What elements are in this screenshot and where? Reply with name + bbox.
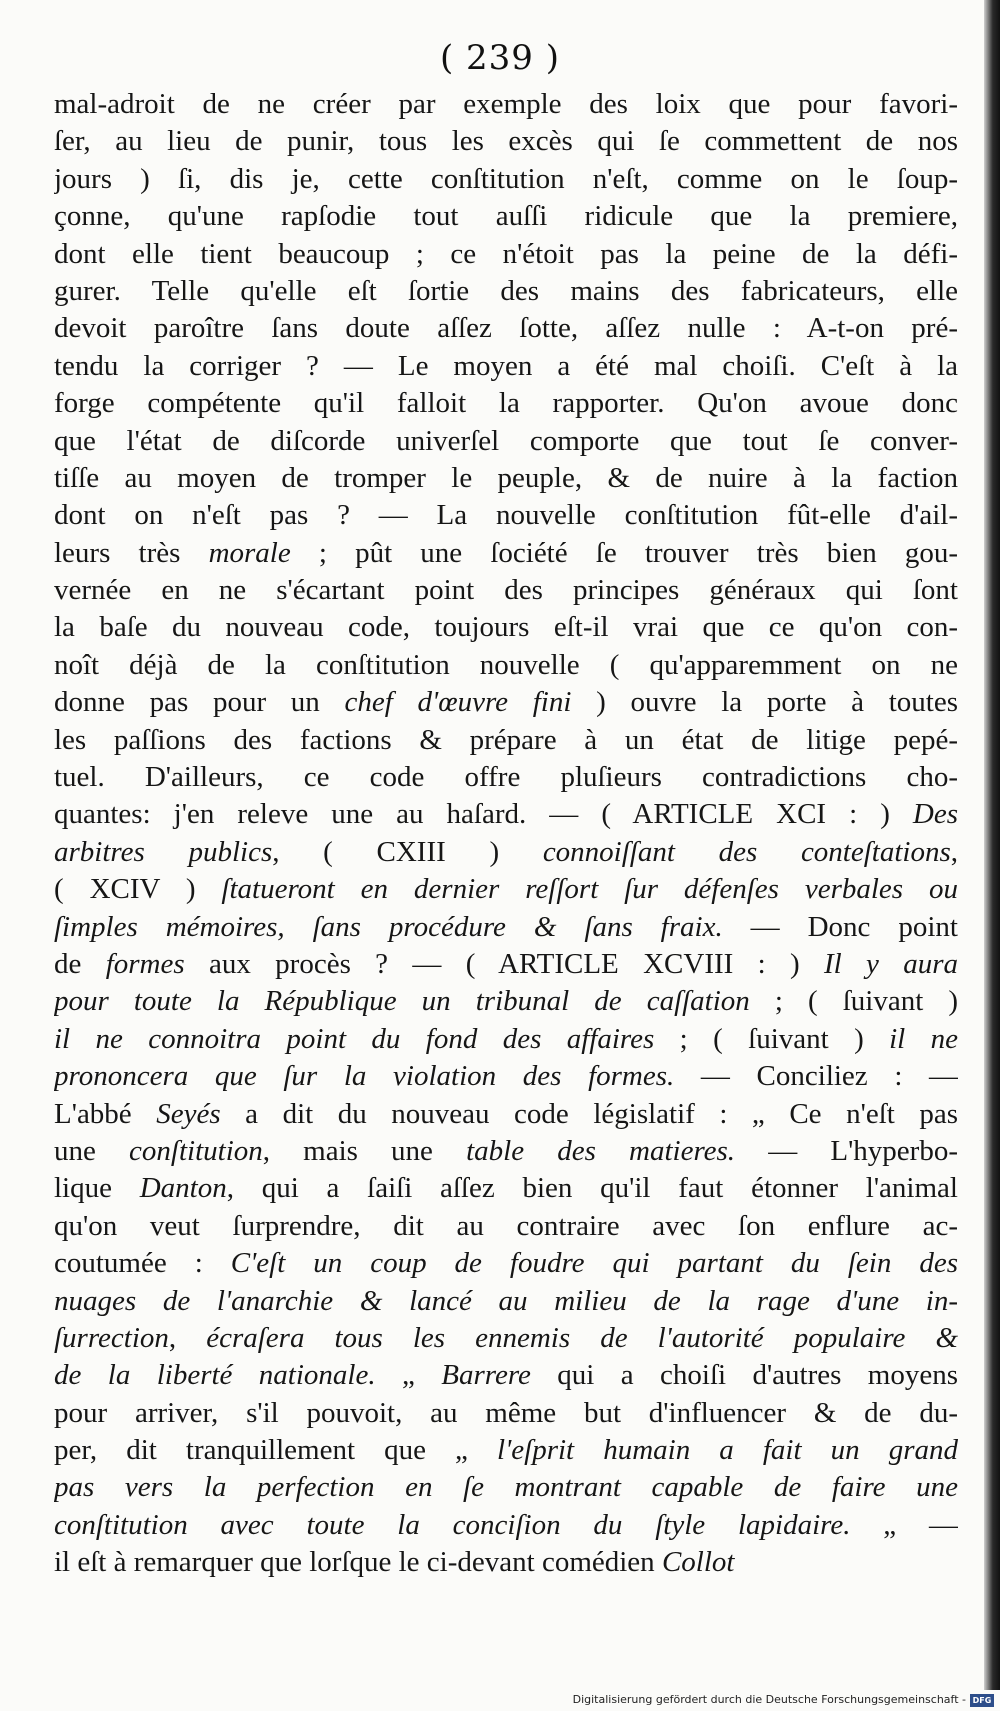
text-line (54, 123, 958, 160)
scan-edge (984, 0, 1000, 1690)
text-segment: , ( CXIII ) (272, 835, 543, 868)
italic-text: nuages de l'anarchie & lancé au milieu de la rage d'une in- (54, 1284, 958, 1317)
text-line (54, 572, 958, 609)
italic-text: ſimples mémoires, ſans procédure & ſans fraix. (54, 910, 723, 943)
footer-credit: Digitalisierung gefördert durch die Deutsche Forschungsgemeinschaft - (572, 1693, 966, 1706)
text-line (54, 946, 958, 983)
text-segment: , (950, 835, 958, 868)
text-line (54, 1283, 958, 1320)
text-segment: une (54, 1134, 130, 1167)
text-segment: çonne, qu'une rapſodie tout auſſi ridicule que la premiere, (54, 200, 958, 233)
italic-text: prononcera que ſur la violation des formes. (54, 1060, 675, 1093)
italic-text: Barrere (441, 1359, 531, 1392)
text-line (54, 796, 958, 833)
italic-text: connoiſſant des conteſtations (542, 835, 951, 868)
text-line (54, 759, 958, 796)
text-line (54, 310, 958, 347)
text-segment: L'abbé (54, 1097, 157, 1130)
text-line (54, 684, 958, 721)
text-line (54, 1357, 958, 1394)
text-segment: devoit paroître ſans doute aſſez ſotte, aſſez nulle : A-t-on pré- (54, 312, 958, 345)
text-segment: leurs très (54, 536, 209, 569)
text-line (54, 1058, 958, 1095)
italic-text: Danton (139, 1172, 227, 1205)
italic-text: écraſera tous les ennemis de l'autorité populaire & (206, 1321, 958, 1354)
text-segment: „ — (850, 1508, 958, 1541)
text-line (54, 871, 958, 908)
text-segment: , (168, 1321, 207, 1354)
text-segment: ; ( ſuivant ) (654, 1022, 890, 1055)
text-segment: — Donc point (722, 910, 958, 943)
text-segment: forge compétente qu'il falloit la rapporter. Qu'on avoue donc (54, 387, 958, 420)
text-segment: tuel. D'ailleurs, ce code offre pluſieurs contradictions cho- (54, 761, 958, 794)
text-segment: ; ( ſuivant ) (749, 985, 958, 1018)
text-segment: coutumée : (54, 1247, 231, 1280)
italic-text: de la liberté nationale. (54, 1359, 376, 1392)
dfg-logo: DFG (970, 1694, 994, 1707)
text-line (54, 1320, 958, 1357)
text-segment: ) ouvre la porte à toutes (571, 686, 958, 719)
italic-text: Collot (661, 1546, 735, 1579)
text-line (54, 1096, 958, 1133)
italic-text: ſurrection (54, 1321, 169, 1354)
text-segment: qui a choiſi d'autres moyens (530, 1359, 958, 1392)
text-segment: ſer, au lieu de punir, tous les excès qui ſe commettent de nos (54, 125, 958, 158)
text-line (54, 983, 958, 1020)
text-line (54, 86, 958, 123)
text-segment: dont on n'eſt pas ? — La nouvelle conſtitution fût-elle d'ail- (54, 499, 958, 532)
text-segment: de (54, 947, 106, 980)
text-segment: tiſſe au moyen de tromper le peuple, & de nuire à la faction (54, 461, 958, 494)
text-segment: — L'hyperbo- (735, 1134, 958, 1167)
italic-text: l'eſprit humain a fait un grand (497, 1434, 958, 1467)
text-segment: „ (375, 1359, 442, 1392)
italic-text: chef d'œuvre fini (344, 686, 572, 719)
text-segment: vernée en ne s'écartant point des principes généraux qui ſont (54, 574, 958, 607)
italic-text: Il y aura (823, 947, 958, 980)
text-line (54, 198, 958, 235)
text-line (54, 423, 958, 460)
text-line (54, 1395, 958, 1432)
italic-text: il ne (889, 1022, 958, 1055)
text-line (54, 1544, 958, 1581)
text-line (54, 1432, 958, 1469)
text-segment: dont elle tient beaucoup ; ce n'étoit pas la peine de la défi- (54, 237, 958, 270)
italic-text: morale (208, 536, 291, 569)
italic-text: conſtitution (129, 1134, 263, 1167)
text-line (54, 1507, 958, 1544)
text-segment: , mais une (262, 1134, 467, 1167)
text-segment: per, dit tranquillement que „ (54, 1434, 498, 1467)
text-line (54, 1133, 958, 1170)
italic-text: conſtitution avec toute la conciſion du ſtyle lapidaire. (54, 1508, 851, 1541)
italic-text: ſtatueront en dernier reſſort ſur défenſes verbales ou (221, 873, 958, 906)
italic-text: C'eſt un coup de foudre qui partant du ſein des (230, 1247, 958, 1280)
body-text (54, 86, 958, 1582)
text-line (54, 1245, 958, 1282)
text-segment: tendu la corriger ? — Le moyen a été mal choiſi. C'eſt à la (54, 349, 958, 382)
footer (573, 1691, 994, 1709)
text-line (54, 161, 958, 198)
text-segment: la baſe du nouveau code, toujours eſt-il vrai que ce qu'on con- (54, 611, 958, 644)
text-line (54, 834, 958, 871)
text-line (54, 609, 958, 646)
text-segment: , qui a ſaiſi aſſez bien qu'il faut étonner l'animal (226, 1172, 958, 1205)
italic-text: Seyés (156, 1097, 221, 1130)
text-line (54, 1021, 958, 1058)
text-line (54, 385, 958, 422)
text-line (54, 909, 958, 946)
page-number: ( 239 ) (439, 38, 561, 78)
text-line (54, 1469, 958, 1506)
italic-text: arbitres publics (54, 835, 273, 868)
text-segment: a dit du nouveau code législatif : „ Ce n'eſt pas (220, 1097, 958, 1130)
italic-text: il ne connoitra point du fond des affaires (54, 1022, 655, 1055)
text-segment: lique (54, 1172, 140, 1205)
italic-text: formes (105, 947, 185, 980)
italic-text: Des (912, 798, 958, 831)
text-line (54, 647, 958, 684)
text-line (54, 535, 958, 572)
text-line (54, 460, 958, 497)
text-segment: — Conciliez : — (674, 1060, 958, 1093)
text-line (54, 348, 958, 385)
text-line (54, 236, 958, 273)
text-segment: ( XCIV ) (54, 873, 222, 906)
text-line (54, 1170, 958, 1207)
text-line (54, 273, 958, 310)
text-segment: que l'état de diſcorde univerſel comporte que tout ſe conver- (54, 424, 958, 457)
text-segment: quantes: j'en releve une au haſard. — ( ARTICLE XCI : ) (54, 798, 913, 831)
text-segment: ; pût une ſociété ſe trouver très bien gou- (290, 536, 958, 569)
text-segment: les paſſions des factions & prépare à un état de litige pepé- (54, 723, 958, 756)
text-segment: mal-adroit de ne créer par exemple des loix que pour favori- (54, 88, 958, 120)
text-segment: noît déjà de la conſtitution nouvelle ( qu'apparemment on ne (54, 648, 958, 681)
italic-text: pas vers la perfection en ſe montrant capable de faire une (54, 1471, 958, 1504)
text-segment: qu'on veut ſurprendre, dit au contraire avec ſon enflure ac- (54, 1209, 958, 1242)
text-segment: jours ) ſi, dis je, cette conſtitution n'eſt, comme on le ſoup- (54, 162, 958, 195)
text-line (54, 497, 958, 534)
text-segment: pour arriver, s'il pouvoit, au même but d'influencer & de du- (54, 1396, 958, 1429)
text-line (54, 1208, 958, 1245)
text-segment: il eſt à remarquer que lorſque le ci-devant comédien (54, 1546, 662, 1579)
italic-text: table des matieres. (466, 1134, 736, 1167)
text-segment: donne pas pour un (54, 686, 345, 719)
text-segment: aux procès ? — ( ARTICLE XCVIII : ) (184, 947, 824, 980)
text-line (54, 722, 958, 759)
text-segment: gurer. Telle qu'elle eſt ſortie des mains des fabricateurs, elle (54, 274, 958, 307)
italic-text: pour toute la République un tribunal de caſſation (54, 985, 750, 1018)
